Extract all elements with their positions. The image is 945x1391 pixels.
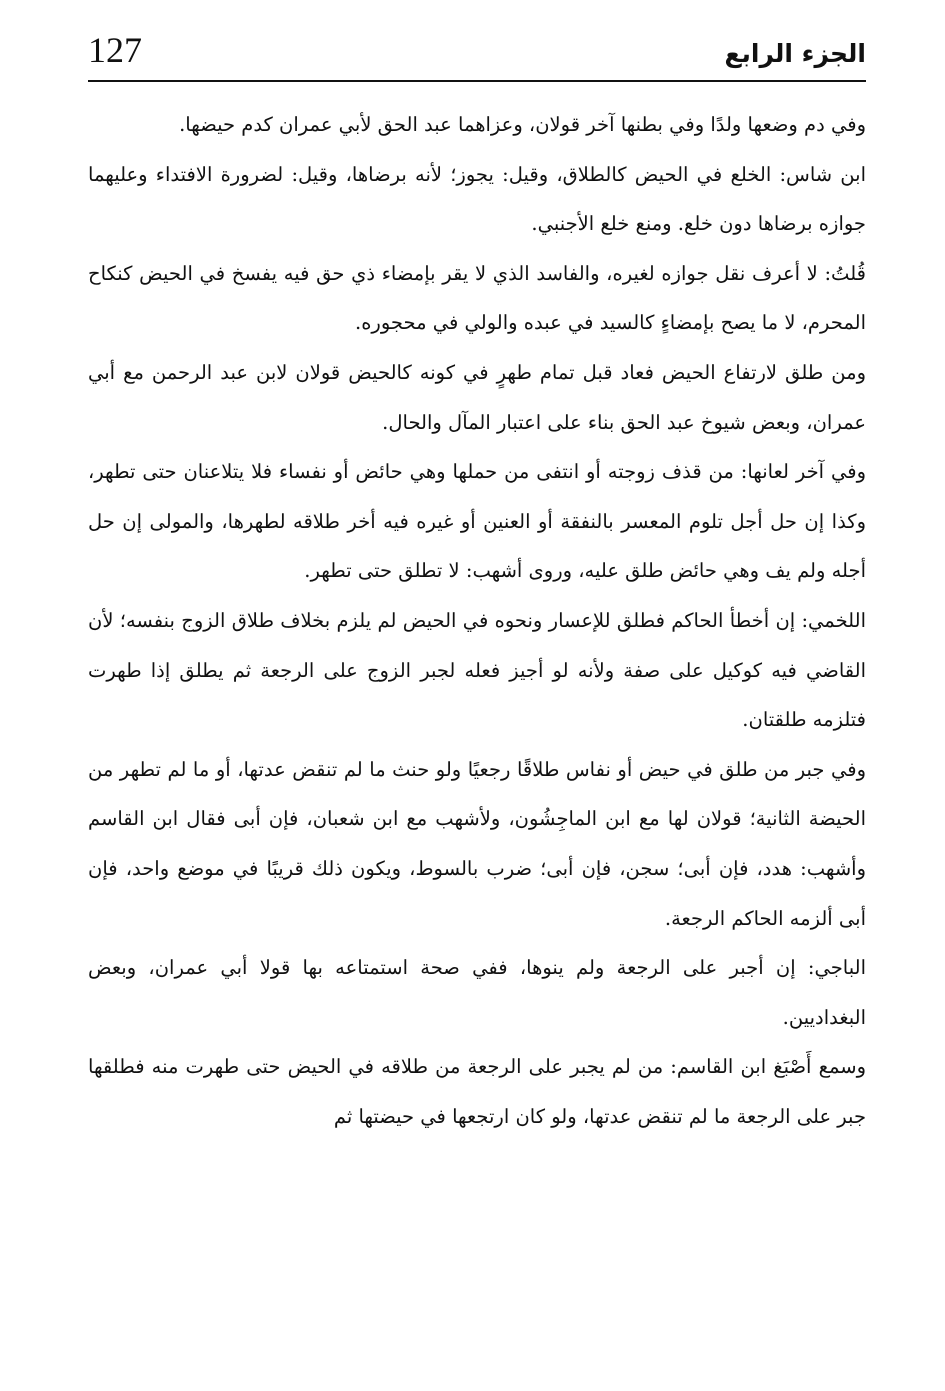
body-text [88, 100, 866, 1141]
paragraph: الباجي: إن أجبر على الرجعة ولم ينوها، ففي صحة استمتاعه بها قولا أبي عمران، وبعض البغداديين. [88, 956, 866, 1029]
running-title: الجزء الرابع [724, 39, 866, 68]
page-number: 127 [88, 30, 142, 70]
paragraph: اللخمي: إن أخطأ الحاكم فطلق للإعسار ونحوه في الحيض لم يلزم بخلاف طلاق الزوج بنفسه؛ لأن القاضي فيه كوكيل على صفة ولأنه لو أجيز فعله لجبر الزوج على الرجعة ثم يطلق إذا طهرت فتلزمه طلقتان. [88, 608, 866, 732]
paragraph: وفي آخر لعانها: من قذف زوجته أو انتفى من حملها وهي حائض أو نفساء فلا يتلاعنان حتى تطهر، وكذا إن حل أجل تلوم المعسر بالنفقة أو العنين أو غيره فيه أخر طلاقه لطهرها، والمولى إن حل أجله ولم يف وهي حائض طلق عليه، وروى أشهب: لا تطلق حتى تطهر. [88, 460, 866, 583]
paragraph: وفي جبر من طلق في حيض أو نفاس طلاقًا رجعيًا ولو حنث ما لم تنقض عدتها، أو ما لم تطهر من الحيضة الثانية؛ قولان لها مع ابن الماجِشُون، ولأشهب مع ابن شعبان، فإن أبى فقال ابن القاسم وأشهب: هدد، فإن أبى؛ سجن، فإن أبى؛ ضرب بالسوط، ويكون ذلك قريبًا في موضع واحد، فإن أبى ألزمه الحاكم الرجعة. [88, 757, 866, 930]
paragraph: ابن شاس: الخلع في الحيض كالطلاق، وقيل: يجوز؛ لأنه برضاها، وقيل: لضرورة الافتداء وعليهما جوازه برضاها دون خلع. ومنع خلع الأجنبي. [88, 162, 866, 236]
paragraph: قُلتُ: لا أعرف نقل جوازه لغيره، والفاسد الذي لا يقر بإمضاء ذي حق فيه يفسخ في الحيض كنكاح المحرم، لا ما يصح بإمضاءٍ كالسيد في عبده والولي في محجوره. [88, 261, 866, 335]
header-rule [88, 80, 866, 82]
paragraph: وسمع أَصْبَغ ابن القاسم: من لم يجبر على الرجعة من طلاقه في الحيض حتى طهرت منه فطلقها جبر على الرجعة ما لم تنقض عدتها، ولو كان ارتجعها في حيضتها ثم [88, 1055, 866, 1128]
paragraph: ومن طلق لارتفاع الحيض فعاد قبل تمام طهرٍ في كونه كالحيض قولان لابن عبد الرحمن مع أبي عمران، وبعض شيوخ عبد الحق بناء على اعتبار المآل والحال. [88, 360, 866, 434]
page-header [88, 28, 866, 78]
paragraph: وفي دم وضعها ولدًا وفي بطنها آخر قولان، وعزاهما عبد الحق لأبي عمران كدم حيضها. [179, 113, 866, 136]
